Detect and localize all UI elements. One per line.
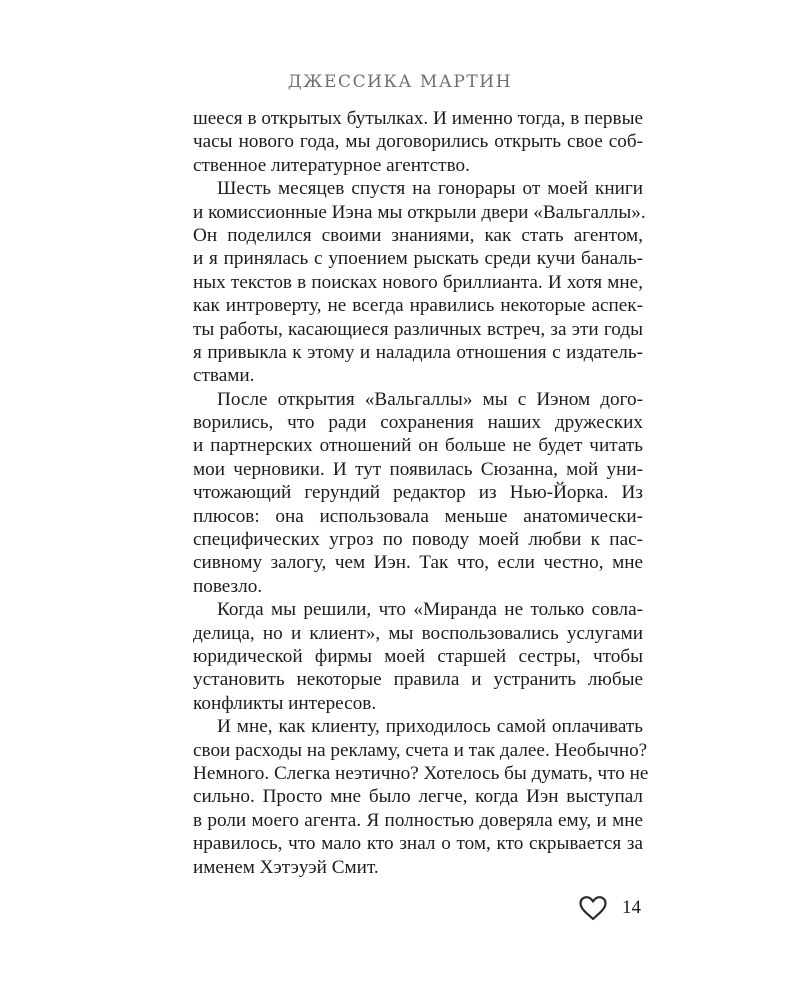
text-line: именем Хэтэуэй Смит. (193, 856, 379, 878)
text-line: я привыкла к этому и наладила отношения с издатель- (193, 341, 643, 363)
text-line: и партнерских отношений он больше не будет читать (193, 435, 643, 457)
text-line: ствами. (193, 365, 255, 387)
text-line: повезло. (193, 575, 263, 597)
text-line: чтожающий герундий редактор из Нью-Йорка. Из (193, 482, 643, 504)
text-line: конфликты интересов. (193, 692, 377, 714)
heart-icon (578, 895, 608, 921)
text-line: плюсов: она использовала меньше анатомически- (193, 505, 643, 527)
text-line: юридической фирмы моей старшей сестры, чтобы (193, 645, 643, 667)
text-line: ственное литературное агентство. (193, 154, 470, 176)
text-line: в роли моего агента. Я полностью доверяла ему, и мне (193, 809, 643, 831)
text-line: Когда мы решили, что «Миранда не только совла- (217, 599, 643, 621)
text-line: Он поделился своими знаниями, как стать агентом, (193, 224, 643, 246)
text-line: мои черновики. И тут появилась Сюзанна, мой уни- (193, 458, 643, 480)
text-line: После открытия «Вальгаллы» мы с Иэном дого- (217, 388, 643, 410)
text-line: ты работы, касающиеся различных встреч, за эти годы (193, 318, 643, 340)
text-line: и комиссионные Иэна мы открыли двери «Вальгаллы». (193, 201, 646, 223)
text-line: шееся в открытых бутылках. И именно тогда, в первые (193, 108, 643, 129)
text-line: Шесть месяцев спустя на гонорары от моей книги (217, 178, 643, 200)
text-line: установить некоторые правила и устранить любые (193, 669, 643, 691)
running-header: ДЖЕССИКА МАРТИН (287, 72, 513, 92)
text-line: свои расходы на рекламу, счета и так далее. Необычно? (193, 739, 648, 761)
page-body (193, 107, 649, 879)
text-line: как интроверту, не всегда нравились некоторые аспек- (193, 295, 643, 317)
text-line: ворились, что ради сохранения наших дружеских (193, 412, 643, 434)
text-line: часы нового года, мы договорились открыть свое соб- (193, 131, 643, 153)
text-line: делица, но и клиент», мы воспользовались услугами (193, 622, 643, 644)
text-line: И мне, как клиенту, приходилось самой оплачивать (217, 716, 643, 738)
text-line: Немного. Слегка неэтично? Хотелось бы думать, что не (193, 762, 649, 784)
text-line: нравилось, что мало кто знал о том, кто скрывается за (193, 833, 643, 855)
text-line: сильно. Просто мне было легче, когда Иэн выступал (193, 786, 643, 808)
page-number: 14 (622, 897, 641, 918)
page-footer (578, 894, 641, 922)
text-line: сивному залогу, чем Иэн. Так что, если честно, мне (193, 552, 643, 574)
text-line: специфических угроз по поводу моей любви к пас- (193, 529, 643, 551)
text-line: и я принялась с упоением рыскать среди кучи баналь- (193, 248, 643, 270)
text-line: ных текстов в поисках нового бриллианта. И хотя мне, (193, 271, 643, 293)
